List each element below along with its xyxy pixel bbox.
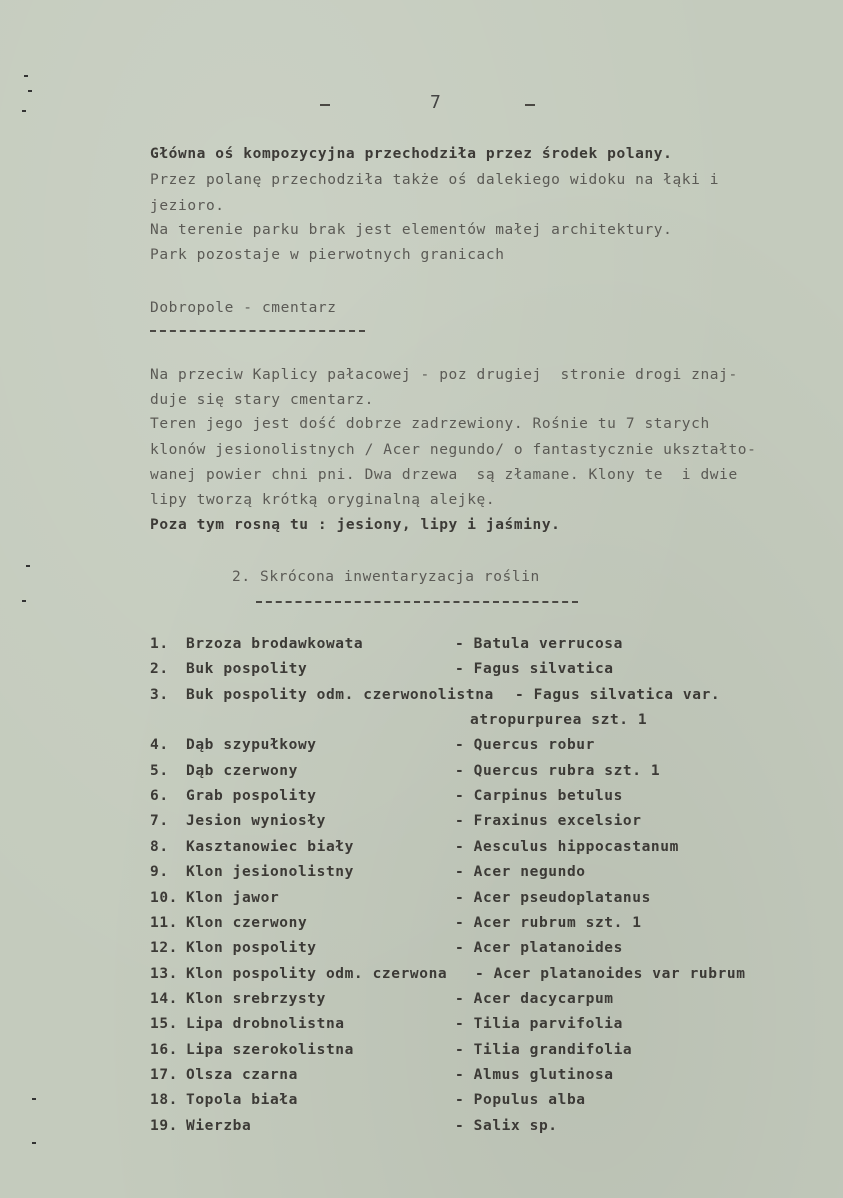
species-latin-name: - Almus glutinosa: [455, 1067, 614, 1083]
species-number: 13.: [150, 966, 178, 982]
list-title: 2. Skrócona inwentaryzacja roślin: [232, 569, 540, 585]
species-name: Kasztanowiec biały: [186, 839, 354, 855]
paragraph-line: lipy tworzą krótką oryginalną alejkę.: [150, 492, 496, 508]
species-latin-name: - Tilia grandifolia: [455, 1042, 633, 1058]
margin-mark: [32, 1098, 36, 1100]
species-name: Klon jawor: [186, 890, 280, 906]
margin-mark: [22, 110, 26, 112]
paragraph-line: jezioro.: [150, 198, 225, 214]
species-name: Dąb szypułkowy: [186, 737, 317, 753]
margin-mark: [22, 600, 26, 602]
species-number: 16.: [150, 1042, 178, 1058]
species-name: Buk pospolity: [186, 661, 308, 677]
species-number: 11.: [150, 915, 178, 931]
species-number: 10.: [150, 890, 178, 906]
species-number: 17.: [150, 1067, 178, 1083]
species-name: Olsza czarna: [186, 1067, 298, 1083]
species-latin-name: - Fagus silvatica: [455, 661, 614, 677]
species-number: 8.: [150, 839, 169, 855]
species-number: 7.: [150, 813, 169, 829]
species-number: 3.: [150, 687, 169, 703]
paragraph-line: Poza tym rosną tu : jesiony, lipy i jaśminy.: [150, 517, 561, 533]
species-number: 4.: [150, 737, 169, 753]
species-name: Lipa szerokolistna: [186, 1042, 354, 1058]
species-latin-name: - Acer pseudoplatanus: [455, 890, 651, 906]
species-name: Klon jesionolistny: [186, 864, 354, 880]
species-name: Dąb czerwony: [186, 763, 298, 779]
species-latin-name: - Quercus robur: [455, 737, 595, 753]
species-latin-name: - Quercus rubra szt. 1: [455, 763, 661, 779]
species-latin-name: - Acer platanoides: [455, 940, 623, 956]
paragraph-line: Główna oś kompozycyjna przechodziła przez środek polany.: [150, 146, 673, 162]
section-title-underline: [150, 330, 365, 332]
species-latin-name: - Acer dacycarpum: [455, 991, 614, 1007]
species-number: 12.: [150, 940, 178, 956]
species-name: Klon pospolity odm. czerwona: [186, 966, 448, 982]
species-latin-name: - Tilia parvifolia: [455, 1016, 623, 1032]
species-name: Topola biała: [186, 1092, 298, 1108]
paragraph-line: duje się stary cmentarz.: [150, 392, 374, 408]
species-latin-name: - Acer negundo: [455, 864, 586, 880]
species-latin-name: - Fraxinus excelsior: [455, 813, 642, 829]
species-latin-name: - Carpinus betulus: [455, 788, 623, 804]
species-latin-name: - Batula verrucosa: [455, 636, 623, 652]
paragraph-line: Teren jego jest dość dobrze zadrzewiony. Rośnie tu 7 starych: [150, 416, 710, 432]
species-name: Klon srebrzysty: [186, 991, 326, 1007]
margin-mark: [26, 565, 30, 567]
page-number-dash-left: [320, 104, 330, 106]
species-number: 6.: [150, 788, 169, 804]
paragraph-line: wanej powier chni pni. Dwa drzewa są złamane. Klony te i dwie: [150, 467, 738, 483]
list-title-underline: [256, 601, 578, 603]
species-latin-name: - Fagus silvatica var.: [515, 687, 721, 703]
section-title: Dobropole - cmentarz: [150, 300, 337, 316]
species-number: 1.: [150, 636, 169, 652]
species-number: 18.: [150, 1092, 178, 1108]
species-number: 9.: [150, 864, 169, 880]
paragraph-line: klonów jesionolistnych / Acer negundo/ o fantastycznie ukształto-: [150, 442, 757, 458]
species-number: 2.: [150, 661, 169, 677]
paragraph-line: Przez polanę przechodziła także oś dalekiego widoku na łąki i: [150, 172, 720, 188]
margin-mark: [24, 75, 28, 77]
species-latin-name: - Aesculus hippocastanum: [455, 839, 679, 855]
species-name: Lipa drobnolistna: [186, 1016, 345, 1032]
species-name: Jesion wyniosły: [186, 813, 326, 829]
paragraph-line: Na terenie parku brak jest elementów małej architektury.: [150, 222, 673, 238]
species-latin-name: - Acer platanoides var rubrum: [475, 966, 746, 982]
species-name: Klon czerwony: [186, 915, 308, 931]
species-name: Wierzba: [186, 1118, 252, 1134]
species-latin-name: - Populus alba: [455, 1092, 586, 1108]
paragraph-line: Na przeciw Kaplicy pałacowej - poz drugiej stronie drogi znaj-: [150, 367, 738, 383]
species-latin-name: - Acer rubrum szt. 1: [455, 915, 642, 931]
species-name: Buk pospolity odm. czerwonolistna: [186, 687, 494, 703]
species-latin-name: - Salix sp.: [455, 1118, 558, 1134]
species-number: 5.: [150, 763, 169, 779]
species-name: Brzoza brodawkowata: [186, 636, 364, 652]
species-latin-name: atropurpurea szt. 1: [470, 712, 648, 728]
species-number: 15.: [150, 1016, 178, 1032]
paragraph-line: Park pozostaje w pierwotnych granicach: [150, 247, 505, 263]
page-number: 7: [430, 92, 442, 113]
page-number-dash-right: [525, 104, 535, 106]
species-name: Klon pospolity: [186, 940, 317, 956]
margin-mark: [28, 90, 32, 92]
species-number: 14.: [150, 991, 178, 1007]
species-number: 19.: [150, 1118, 178, 1134]
margin-mark: [32, 1142, 36, 1144]
species-name: Grab pospolity: [186, 788, 317, 804]
